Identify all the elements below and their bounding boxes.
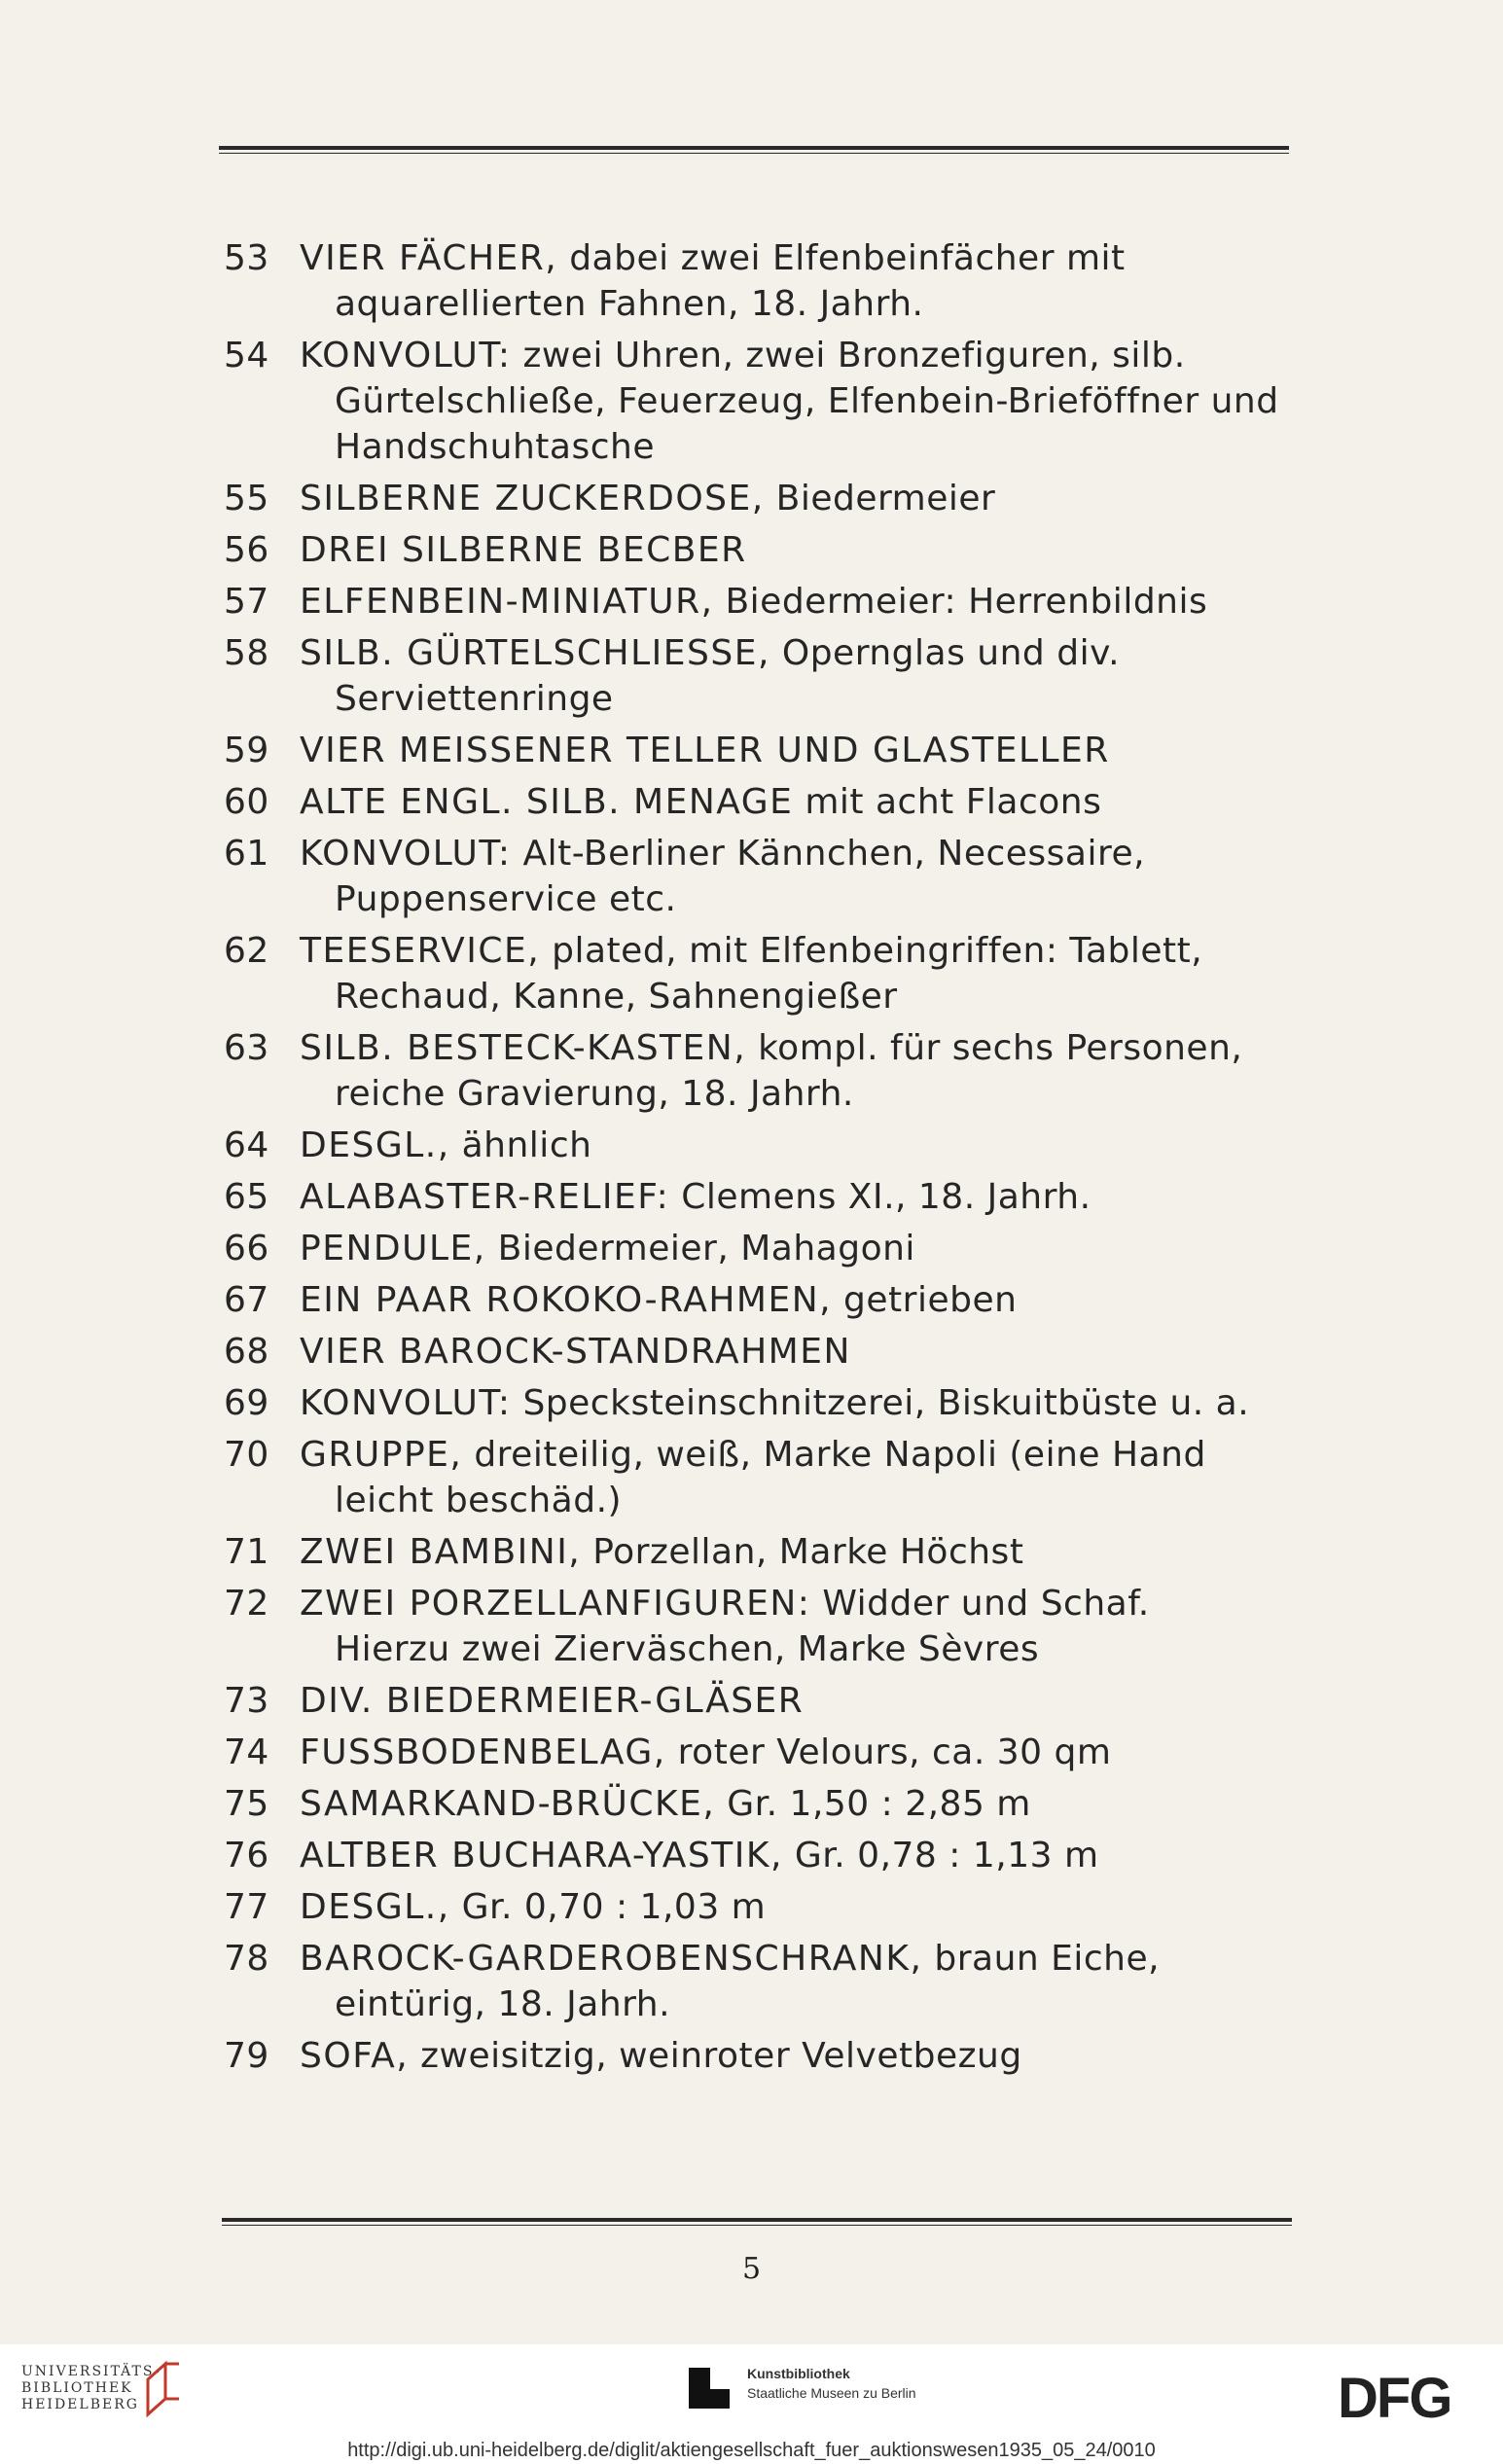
continuation-line: aquarellierten Fahnen, 18. Jahrh. (335, 284, 924, 324)
description-line (300, 1432, 1313, 1478)
lot-heading: SOFA, (300, 2036, 410, 2076)
lot-text: Biedermeier: Herrenbildnis (713, 582, 1208, 622)
lot-number: 61 (224, 834, 269, 874)
description-line (300, 527, 1313, 573)
lot-number: 65 (224, 1177, 269, 1217)
description-line (300, 1678, 1313, 1724)
continuation-line: Handschuhtasche (335, 427, 655, 467)
description-line (300, 1277, 1313, 1323)
lot-description (300, 1123, 1313, 1168)
lot-heading: TEESERVICE, (300, 931, 541, 971)
lot-description (300, 1329, 1313, 1375)
lot-number: 76 (224, 1836, 269, 1875)
continuation-line: Hierzu zwei Zierväschen, Marke Sèvres (335, 1629, 1040, 1669)
source-url[interactable]: http://digi.ub.uni-heidelberg.de/diglit/aktiengesellschaft_fuer_auktionswesen1935_05_24/0010 (347, 2440, 1156, 2461)
description-line (300, 1174, 1313, 1220)
description-line (300, 1123, 1313, 1168)
dfg-logo: DFG (1338, 2367, 1451, 2430)
description-line (300, 928, 1313, 974)
lot-description (300, 1936, 1313, 2027)
lot-heading: GRUPPE, (300, 1435, 463, 1475)
university-line: HEIDELBERG (21, 2397, 139, 2412)
description-line (300, 1025, 1313, 1071)
top-rule (219, 146, 1289, 154)
lot-description (300, 1226, 1313, 1271)
lot-description (300, 1529, 1313, 1575)
lot-heading: VIER FÄCHER, (300, 238, 558, 278)
catalog-entry (224, 235, 1313, 327)
lot-heading: VIER BAROCK-STANDRAHMEN (300, 1332, 851, 1372)
catalog-entry (224, 928, 1313, 1019)
lot-text: Porzellan, Marke Höchst (581, 1532, 1024, 1572)
lot-heading: DESGL., (300, 1125, 450, 1165)
catalog-entry (224, 1174, 1313, 1220)
lot-heading: BAROCK-GARDEROBENSCHRANK, (300, 1939, 923, 1979)
lot-number: 77 (224, 1887, 269, 1927)
lot-heading: PENDULE, (300, 1229, 486, 1268)
continuation-line: Puppenservice etc. (335, 879, 677, 919)
lot-number: 74 (224, 1732, 269, 1772)
lot-heading: KONVOLUT: (300, 1383, 512, 1423)
catalog-entry (224, 527, 1313, 573)
lot-number: 66 (224, 1229, 269, 1268)
description-line (300, 1581, 1313, 1626)
lot-description (300, 831, 1313, 922)
lot-text: kompl. für sechs Personen, (746, 1028, 1243, 1068)
lot-heading: EIN PAAR ROKOKO-RAHMEN, (300, 1280, 833, 1320)
lot-heading: DIV. BIEDERMEIER-GLÄSER (300, 1681, 805, 1721)
catalog-entry (224, 831, 1313, 922)
bottom-rule (222, 2218, 1292, 2226)
description-line (300, 2033, 1313, 2079)
continuation-line: eintürig, 18. Jahrh. (335, 1984, 671, 2024)
lot-description (300, 2033, 1313, 2079)
lot-text: braun Eiche, (922, 1939, 1161, 1979)
lot-heading: SILBERNE ZUCKERDOSE, (300, 479, 765, 518)
lot-description (300, 1678, 1313, 1724)
lot-text: Alt-Berliner Kännchen, Necessaire, (511, 834, 1146, 874)
lot-number: 79 (224, 2036, 269, 2076)
description-line (300, 579, 1313, 625)
lot-text: mit acht Flacons (793, 782, 1102, 822)
lot-number: 60 (224, 782, 269, 822)
lot-description (300, 579, 1313, 625)
lot-text: ähnlich (449, 1125, 592, 1165)
lot-number: 59 (224, 731, 269, 770)
catalog-entry (224, 1329, 1313, 1375)
footer (0, 2344, 1503, 2464)
university-line: BIBLIOTHEK (21, 2380, 133, 2396)
lot-number: 58 (224, 633, 269, 673)
lot-number: 54 (224, 336, 269, 375)
lot-text: roter Velours, ca. 30 qm (665, 1732, 1112, 1772)
description-line (300, 1730, 1313, 1775)
lot-heading: KONVOLUT: (300, 834, 512, 874)
lot-text: dabei zwei Elfenbeinfächer mit (557, 238, 1126, 278)
lot-text: Clemens XI., 18. Jahrh. (669, 1177, 1091, 1217)
catalog-entry (224, 1833, 1313, 1878)
catalog-entry (224, 1380, 1313, 1426)
lot-heading: SILB. BESTECK-KASTEN, (300, 1028, 747, 1068)
lot-number: 55 (224, 479, 269, 518)
lot-description (300, 928, 1313, 1019)
page-number: 5 (741, 2252, 762, 2286)
lot-heading: ALTBER BUCHARA-YASTIK, (300, 1836, 783, 1875)
lot-number: 57 (224, 582, 269, 622)
lot-text: Gr. 0,70 : 1,03 m (449, 1887, 767, 1927)
lot-text: Biedermeier, Mahagoni (485, 1229, 915, 1268)
lot-heading: DESGL., (300, 1887, 450, 1927)
lot-description (300, 1730, 1313, 1775)
lot-description (300, 779, 1313, 825)
lot-number: 53 (224, 238, 269, 278)
catalog-entry (224, 1936, 1313, 2027)
lot-text: plated, mit Elfenbeingriffen: Tablett, (540, 931, 1203, 971)
description-line (300, 1529, 1313, 1575)
description-line (300, 1781, 1313, 1827)
catalog-entry (224, 1226, 1313, 1271)
catalog-entry (224, 476, 1313, 521)
lot-heading: KONVOLUT: (300, 336, 512, 375)
lot-text: Gr. 1,50 : 2,85 m (715, 1784, 1031, 1824)
description-line (300, 779, 1313, 825)
kunstbibliothek-logo-icon (685, 2364, 734, 2412)
catalog-entry (224, 1277, 1313, 1323)
lot-number: 68 (224, 1332, 269, 1372)
lot-description (300, 1432, 1313, 1523)
catalog-entry (224, 728, 1313, 773)
continuation-line: Rechaud, Kanne, Sahnengießer (335, 977, 898, 1017)
lot-text: dreiteilig, weiß, Marke Napoli (eine Hand (462, 1435, 1206, 1475)
lot-text: Biedermeier (764, 479, 996, 518)
catalog-list (224, 235, 1313, 2085)
continuation-line: Gürtelschließe, Feuerzeug, Elfenbein-Brieföffner und (335, 381, 1279, 421)
description-line (300, 831, 1313, 876)
catalog-entry (224, 1123, 1313, 1168)
description-line (300, 728, 1313, 773)
lot-number: 69 (224, 1383, 269, 1423)
description-line (300, 1329, 1313, 1375)
catalog-entry (224, 1432, 1313, 1523)
lot-number: 73 (224, 1681, 269, 1721)
lot-text: Specksteinschnitzerei, Biskuitbüste u. a. (511, 1383, 1250, 1423)
lot-text: Widder und Schaf. (810, 1584, 1150, 1624)
lot-number: 64 (224, 1125, 269, 1165)
catalog-entry (224, 1581, 1313, 1672)
catalog-entry (224, 2033, 1313, 2079)
lot-heading: SAMARKAND-BRÜCKE, (300, 1784, 716, 1824)
lot-number: 62 (224, 931, 269, 971)
catalog-entry (224, 333, 1313, 470)
lot-number: 75 (224, 1784, 269, 1824)
catalog-entry (224, 1529, 1313, 1575)
continuation-line: leicht beschäd.) (335, 1481, 623, 1520)
catalog-entry (224, 1781, 1313, 1827)
lot-heading: ALABASTER-RELIEF: (300, 1177, 670, 1217)
lot-heading: FUSSBODENBELAG, (300, 1732, 666, 1772)
description-line (300, 1936, 1313, 1982)
description-line (300, 476, 1313, 521)
lot-description (300, 1380, 1313, 1426)
lot-description (300, 1884, 1313, 1930)
lot-description (300, 333, 1313, 470)
catalog-entry (224, 1730, 1313, 1775)
lot-description (300, 527, 1313, 573)
description-line (300, 235, 1313, 281)
lot-heading: ZWEI BAMBINI, (300, 1532, 582, 1572)
lot-description (300, 728, 1313, 773)
lot-description (300, 1174, 1313, 1220)
kunstbibliothek-subtitle: Staatliche Museen zu Berlin (747, 2385, 916, 2401)
lot-text: Gr. 0,78 : 1,13 m (782, 1836, 1099, 1875)
catalog-entry (224, 1884, 1313, 1930)
lot-number: 56 (224, 530, 269, 570)
lot-heading: ELFENBEIN-MINIATUR, (300, 582, 714, 622)
lot-description (300, 1581, 1313, 1672)
lot-heading: SILB. GÜRTELSCHLIESSE, (300, 633, 770, 673)
lot-heading: DREI SILBERNE BECBER (300, 530, 747, 570)
description-line (300, 1380, 1313, 1426)
lot-number: 72 (224, 1584, 269, 1624)
lot-text: Opernglas und div. (769, 633, 1121, 673)
lot-description (300, 1833, 1313, 1878)
lot-heading: VIER MEISSENER TELLER UND GLASTELLER (300, 731, 1110, 770)
description-line (300, 1884, 1313, 1930)
catalog-entry (224, 579, 1313, 625)
lot-description (300, 476, 1313, 521)
lot-description (300, 1781, 1313, 1827)
description-line (300, 630, 1313, 676)
lot-heading: ALTE ENGL. SILB. MENAGE (300, 782, 794, 822)
description-line (300, 1226, 1313, 1271)
lot-description (300, 630, 1313, 722)
catalog-entry (224, 630, 1313, 722)
catalog-entry (224, 1025, 1313, 1117)
lot-description (300, 1025, 1313, 1117)
university-line: UNIVERSITÄTS- (21, 2364, 161, 2379)
lot-text: zwei Uhren, zwei Bronzefiguren, silb. (511, 336, 1186, 375)
description-line (300, 333, 1313, 378)
lot-description (300, 235, 1313, 327)
lot-number: 67 (224, 1280, 269, 1320)
continuation-line: Serviettenringe (335, 679, 614, 719)
catalog-entry (224, 779, 1313, 825)
lot-number: 70 (224, 1435, 269, 1475)
lot-number: 63 (224, 1028, 269, 1068)
lot-number: 78 (224, 1939, 269, 1979)
university-logo-icon (136, 2360, 185, 2418)
catalog-entry (224, 1678, 1313, 1724)
description-line (300, 1833, 1313, 1878)
continuation-line: reiche Gravierung, 18. Jahrh. (335, 1074, 854, 1114)
lot-heading: ZWEI PORZELLANFIGUREN: (300, 1584, 811, 1624)
lot-text: zweisitzig, weinroter Velvetbezug (409, 2036, 1022, 2076)
lot-text: getrieben (832, 1280, 1018, 1320)
lot-description (300, 1277, 1313, 1323)
lot-number: 71 (224, 1532, 269, 1572)
kunstbibliothek-title: Kunstbibliothek (747, 2366, 850, 2381)
